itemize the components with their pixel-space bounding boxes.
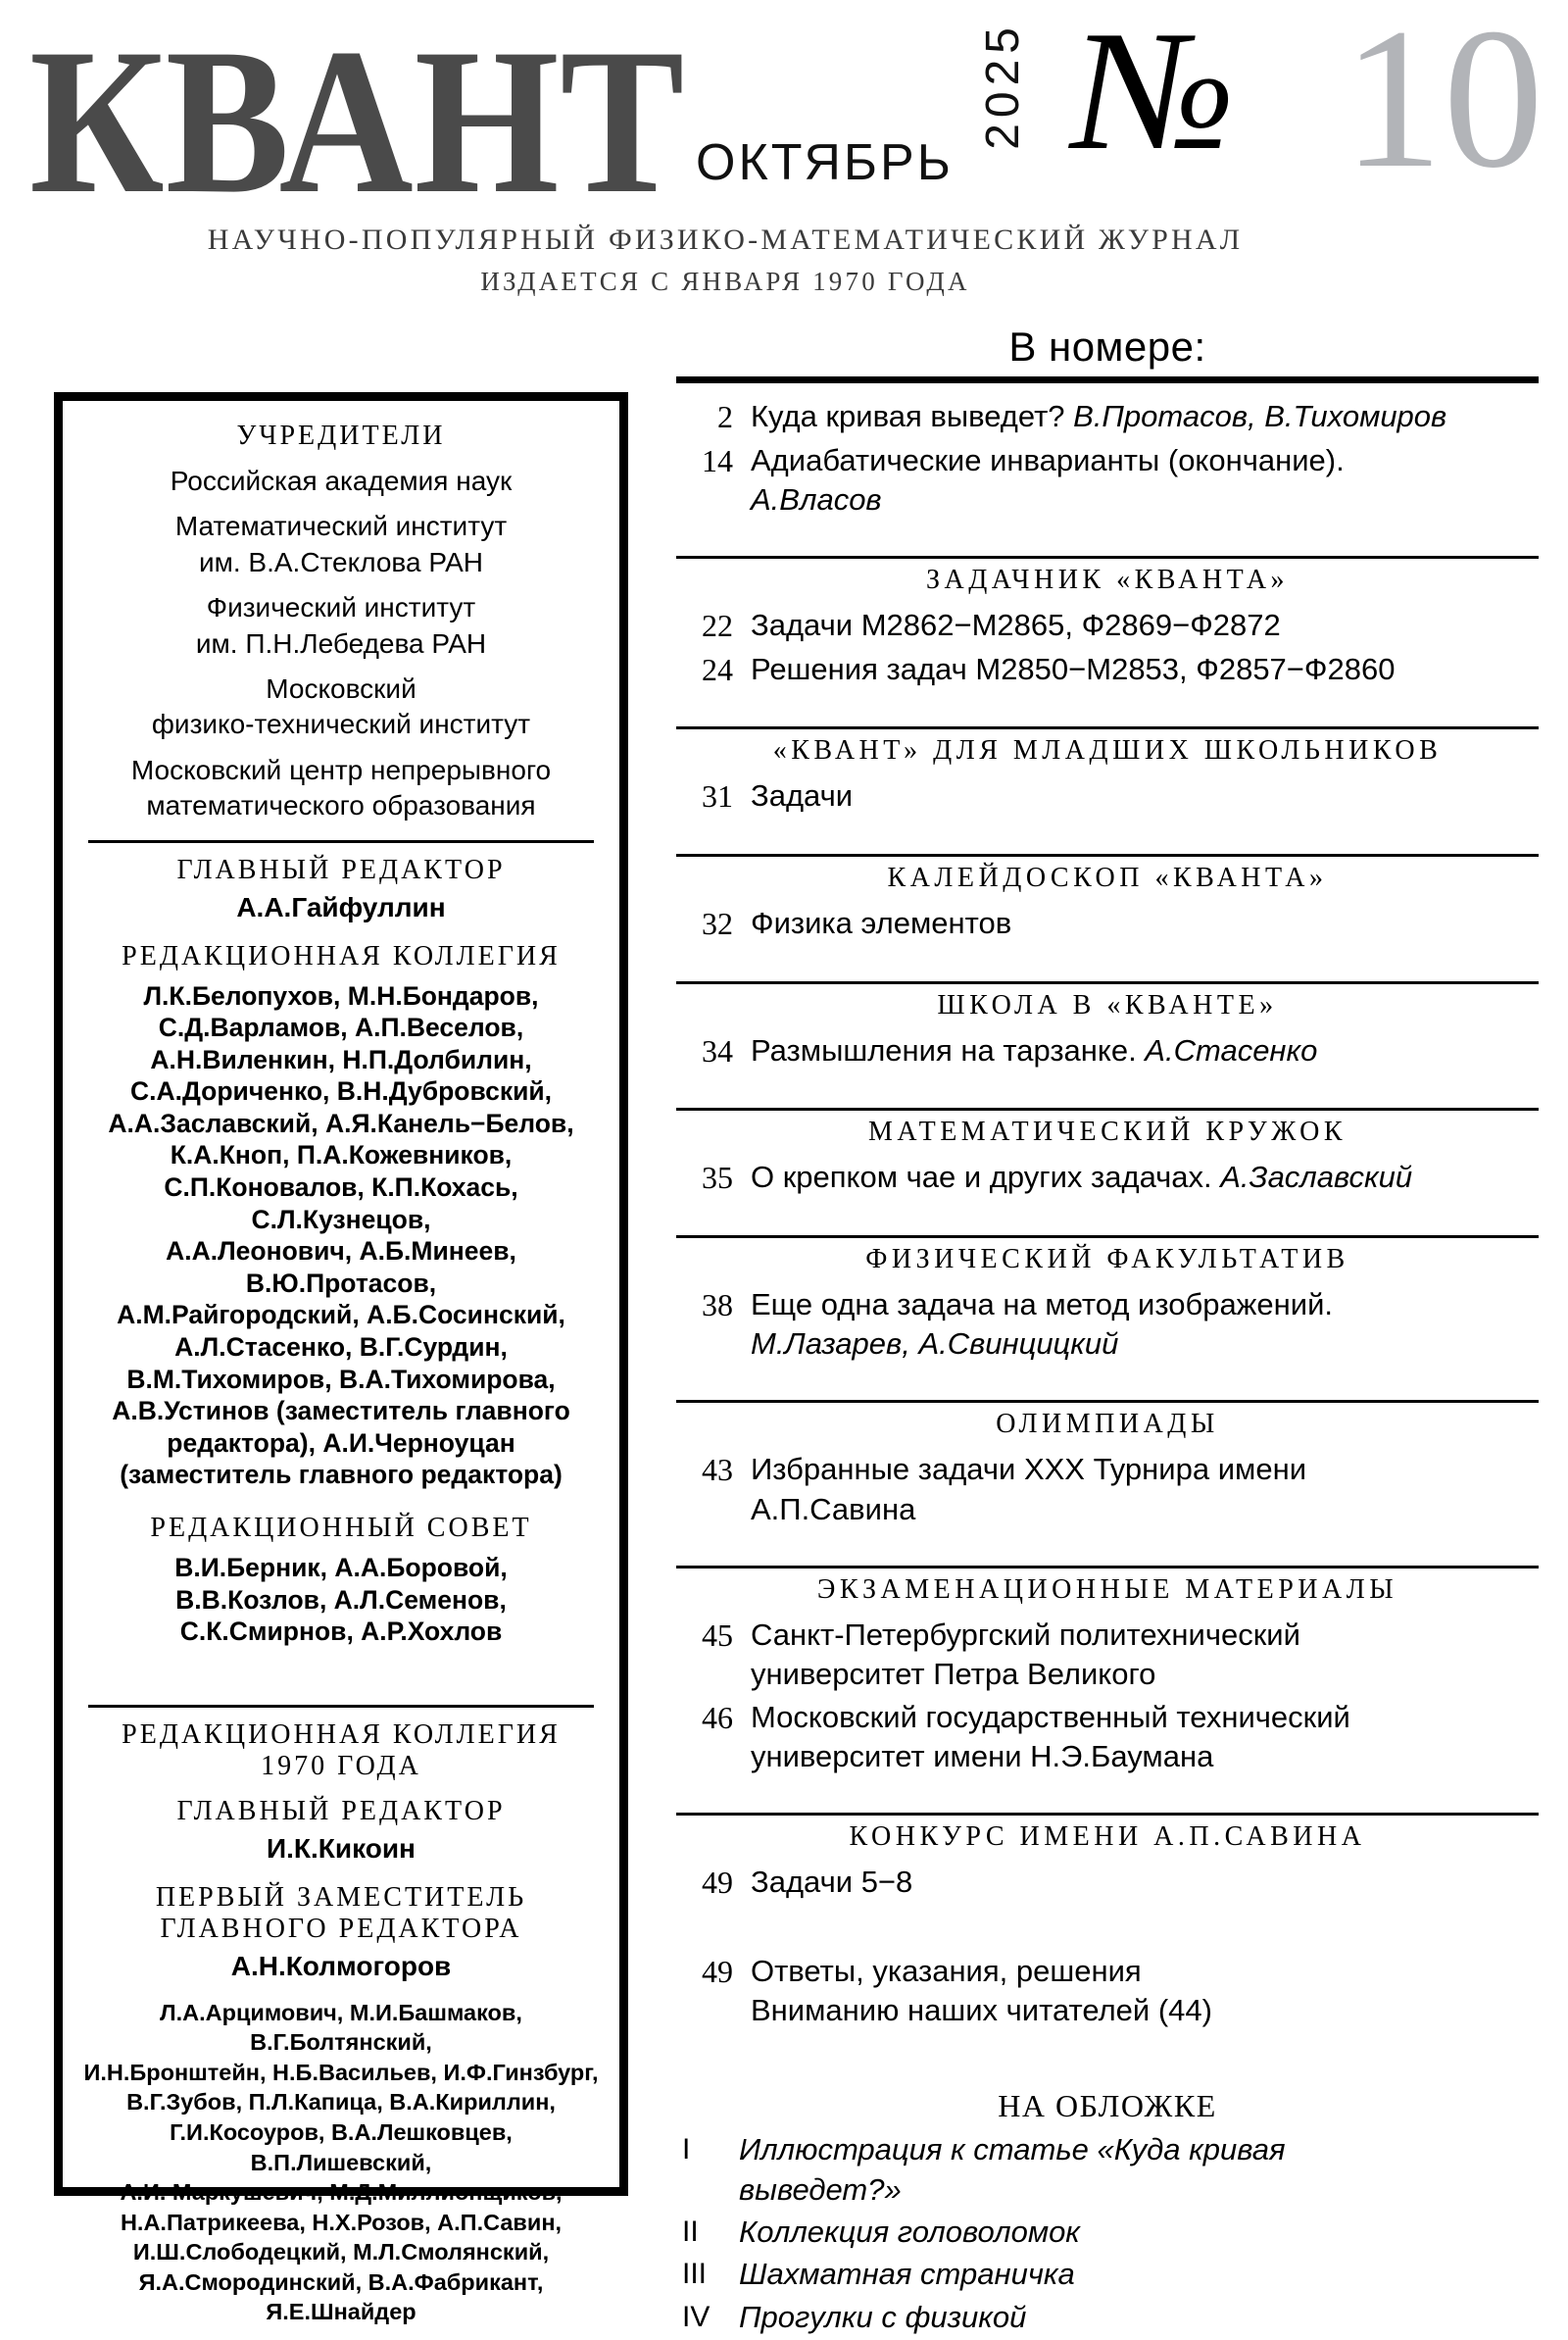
toc-entry-title: Задачи (751, 778, 854, 814)
cover-page-number: IV (682, 2300, 710, 2333)
board-1970-deputy-heading-line2: ГЛАВНОГО РЕДАКТОРА (160, 1913, 522, 1944)
toc-page-number: 2 (717, 399, 733, 434)
toc-entry[interactable] (676, 1698, 1539, 1777)
toc-spacer (676, 948, 1539, 970)
founder-line: Московский (266, 672, 416, 704)
toc-spacer (676, 2033, 1539, 2078)
toc-entry[interactable] (676, 441, 1539, 521)
council-line: В.В.Козлов, А.Л.Семенов, (175, 1584, 507, 1615)
toc-spacer (676, 523, 1539, 544)
founder-item (80, 672, 602, 743)
cover-page-number: I (682, 2133, 691, 2166)
section-rule (676, 1566, 1539, 1568)
section-rule (676, 854, 1539, 857)
toc-title-text: О крепком чае и других задачах. (751, 1160, 1221, 1195)
cover-title-text: Иллюстрация к статье «Куда кривая (739, 2132, 1286, 2167)
board-1970-editor-heading: ГЛАВНЫЙ РЕДАКТОР (176, 1795, 506, 1826)
board-1970-heading-line2: 1970 ГОДА (261, 1750, 421, 1781)
cover-entry[interactable] (676, 2298, 1539, 2337)
board-line: К.А.Кноп, П.А.Кожевников, (170, 1140, 513, 1170)
section-heading: ОЛИМПИАДЫ (996, 1409, 1219, 1440)
toc-spacer (676, 693, 1539, 715)
toc-entry-title (751, 1031, 1539, 1070)
editor-in-chief-name: А.А.Гайфуллин (236, 891, 446, 922)
toc-spacer (676, 821, 1539, 842)
editorial-board-heading: РЕДАКЦИОННАЯ КОЛЛЕГИЯ (122, 940, 561, 971)
board-1970-line: Л.А.Арцимович, М.И.Башмаков, В.Г.Болтянский, (160, 1999, 522, 2056)
section-heading: ШКОЛА В «КВАНТЕ» (937, 989, 1278, 1021)
founder-item (80, 590, 602, 662)
founders-heading: УЧРЕДИТЕЛИ (236, 421, 446, 451)
toc-title-text-2: А.П.Савина (751, 1491, 916, 1526)
board-line: Л.К.Белопухов, М.Н.Бондаров, (143, 980, 539, 1011)
toc-entry-title (751, 1616, 1539, 1695)
toc-entry-title: Физика элементов (751, 905, 1012, 940)
toc-entry[interactable] (676, 1158, 1539, 1199)
cover-entry-title (739, 2130, 1539, 2210)
toc-entry-title (751, 1698, 1539, 1777)
toc-page-number: 46 (702, 1699, 733, 1735)
toc-entry[interactable] (676, 1450, 1539, 1529)
cover-entry-title: Шахматная страничка (739, 2257, 1075, 2292)
board-line: А.Л.Стасенко, В.Г.Сурдин, (174, 1332, 508, 1363)
toc-title-text: Адиабатические инварианты (окончание). (751, 442, 1345, 477)
sidebar-divider-1970 (88, 1705, 594, 1708)
founder-line: Московский центр непрерывного (130, 754, 552, 785)
table-of-contents (676, 376, 1539, 2340)
board-line: А.Н.Виленкин, Н.П.Долбилин, (150, 1044, 532, 1074)
section-rule (676, 726, 1539, 729)
section-rule (676, 1108, 1539, 1111)
editorial-council-heading: РЕДАКЦИОННЫЙ СОВЕТ (150, 1513, 532, 1544)
board-line: А.В.Устинов (заместитель главного (112, 1396, 570, 1426)
board-1970-deputy-heading-line1: ПЕРВЫЙ ЗАМЕСТИТЕЛЬ (155, 1881, 527, 1913)
imprint-sidebar (54, 392, 628, 2325)
section-heading: ЭКЗАМЕНАЦИОННЫЕ МАТЕРИАЛЫ (816, 1573, 1398, 1605)
toc-top-rule (676, 376, 1539, 383)
sidebar-spacer (80, 1648, 602, 1689)
toc-page-number: 49 (702, 1865, 733, 1901)
toc-entry-title: Решения задач М2850−М2853, Ф2857−Ф2860 (751, 651, 1396, 686)
toc-title-text-2: Вниманию наших читателей (44) (751, 1993, 1212, 2028)
toc-entry[interactable] (676, 1616, 1539, 1695)
section-heading: КОНКУРС ИМЕНИ А.П.САВИНА (849, 1821, 1366, 1853)
section-rule (676, 1813, 1539, 1816)
founder-line: физико-технический институт (151, 709, 531, 740)
toc-title-text: Московский государственный технический (751, 1699, 1350, 1734)
toc-title-text: Куда кривая выведет? (751, 399, 1074, 433)
cover-page-number: III (682, 2258, 708, 2291)
toc-title-text: Избранные задачи XXX Турнира имени (751, 1452, 1307, 1487)
toc-title-text: Размышления на тарзанке. (751, 1032, 1146, 1068)
magazine-subtitle-line1: НАУЧНО-ПОПУЛЯРНЫЙ ФИЗИКО-МАТЕМАТИЧЕСКИЙ ЖУРНАЛ (207, 224, 1244, 256)
council-line: С.К.Смирнов, А.Р.Хохлов (179, 1617, 503, 1647)
toc-spacer (676, 1074, 1539, 1096)
toc-authors: А.Заславский (1220, 1160, 1413, 1195)
magazine-title: КВАНТ (29, 6, 686, 237)
founder-line: им. П.Н.Лебедева РАН (195, 627, 487, 659)
toc-entry[interactable] (676, 776, 1539, 818)
section-rule (676, 556, 1539, 559)
toc-entry-title (751, 1158, 1539, 1197)
toc-entry-title: Задачи 5−8 (751, 1865, 913, 1900)
board-line: В.М.Тихомиров, В.А.Тихомирова, (126, 1364, 556, 1394)
toc-entry-title (751, 441, 1539, 521)
board-line: А.А.Леонович, А.Б.Минеев, В.Ю.Протасов, (166, 1236, 516, 1298)
toc-entry-title (751, 397, 1539, 436)
board-line: А.А.Заславский, А.Я.Канель−Белов, (108, 1108, 574, 1138)
board-1970-line: Г.И.Косоуров, В.А.Лешковцев, В.П.Лишевский, (170, 2118, 513, 2175)
section-rule (676, 1235, 1539, 1238)
board-1970-deputy-heading (80, 1882, 602, 1945)
founder-item (80, 509, 602, 580)
cover-heading: НА ОБЛОЖКЕ (998, 2088, 1217, 2124)
toc-page-number: 22 (702, 608, 733, 644)
board-1970-line: Я.А.Смородинский, В.А.Фабрикант, Я.Е.Шнайдер (138, 2268, 544, 2325)
toc-entry-title: Задачи М2862−М2865, Ф2869−Ф2872 (751, 608, 1281, 643)
toc-spacer (676, 1367, 1539, 1388)
board-line: С.П.Коновалов, К.П.Кохась, С.Л.Кузнецов, (164, 1172, 518, 1234)
toc-entry[interactable] (676, 650, 1539, 691)
toc-title-text-2: университет Петра Великого (751, 1657, 1156, 1692)
toc-page-number: 49 (702, 1953, 733, 1989)
section-heading: ЗАДАЧНИК «КВАНТА» (925, 565, 1290, 596)
cover-title-text-2: выведет?» (739, 2171, 902, 2207)
toc-title-text: Еще одна задача на метод изображений. (751, 1286, 1334, 1321)
magazine-subtitle-line2: ИЗДАЕТСЯ С ЯНВАРЯ 1970 ГОДА (480, 267, 970, 296)
toc-entry[interactable] (676, 904, 1539, 945)
toc-spacer (676, 1532, 1539, 1554)
masthead (0, 0, 1568, 324)
founder-line: им. В.А.Стеклова РАН (198, 546, 484, 577)
board-line: (заместитель главного редактора) (120, 1460, 563, 1490)
toc-title-text: Санкт-Петербургский политехнический (751, 1617, 1300, 1652)
toc-entry[interactable] (676, 1285, 1539, 1365)
board-1970-heading (80, 1719, 602, 1782)
toc-entry[interactable] (676, 1952, 1539, 2031)
sidebar-divider (88, 840, 594, 843)
toc-entry[interactable] (676, 1863, 1539, 1904)
board-line: А.М.Райгородский, А.Б.Сосинский, (117, 1300, 565, 1330)
toc-page-number: 38 (702, 1286, 733, 1322)
toc-authors: А.Стасенко (1145, 1032, 1318, 1068)
toc-entry-title (751, 1450, 1539, 1529)
toc-entry[interactable] (676, 397, 1539, 438)
section-rule (676, 1400, 1539, 1403)
board-1970-members (80, 1998, 602, 2327)
board-1970-deputy-name: А.Н.Колмогоров (230, 1950, 452, 1981)
editorial-council-members (80, 1552, 602, 1648)
cover-entry-title: Коллекция головоломок (739, 2214, 1080, 2249)
board-1970-line: В.Г.Зубов, П.Л.Капица, В.А.Кириллин, (126, 2089, 556, 2116)
board-line: С.А.Дориченко, В.Н.Дубровский, (129, 1076, 553, 1107)
toc-spacer (676, 1779, 1539, 1801)
board-1970-line: И.Н.Бронштейн, Н.Б.Васильев, И.Ф.Гинзбург, (83, 2059, 599, 2085)
toc-page-number: 45 (702, 1617, 733, 1653)
editorial-board-members (80, 980, 602, 1492)
toc-page-number: 35 (702, 1160, 733, 1196)
board-1970-line: И.Ш.Слободецкий, М.Л.Смолянский, (132, 2239, 550, 2265)
section-heading: ФИЗИЧЕСКИЙ ФАКУЛЬТАТИВ (865, 1243, 1349, 1274)
toc-entry-title (751, 1285, 1539, 1365)
cover-entry[interactable] (676, 2213, 1539, 2252)
board-line: редактора), А.И.Черноуцан (167, 1427, 515, 1458)
board-1970-heading-line1: РЕДАКЦИОННАЯ КОЛЛЕГИЯ (122, 1718, 561, 1750)
toc-page-number: 34 (702, 1032, 733, 1069)
cover-entry[interactable] (676, 2130, 1539, 2210)
toc-entry-title (751, 1952, 1539, 2031)
toc-spacer (676, 1907, 1539, 1952)
toc-spacer (676, 1202, 1539, 1223)
board-line: С.Д.Варламов, А.П.Веселов, (158, 1013, 524, 1043)
toc-page-number: 31 (702, 778, 733, 815)
section-heading: «КВАНТ» ДЛЯ МЛАДШИХ ШКОЛЬНИКОВ (772, 735, 1443, 767)
issue-number: 10 (1343, 0, 1544, 210)
cover-entry-title: Прогулки с физикой (739, 2299, 1027, 2334)
section-rule (676, 981, 1539, 984)
toc-authors: А.Власов (751, 481, 882, 517)
board-1970-editor-name: И.К.Кикоин (267, 1832, 416, 1864)
founder-line: математического образования (146, 790, 536, 821)
toc-page-number: 32 (702, 905, 733, 941)
editor-in-chief-heading: ГЛАВНЫЙ РЕДАКТОР (176, 854, 506, 885)
issue-month: ОКТЯБРЬ (696, 134, 954, 191)
board-1970-line: Н.А.Патрикеева, Н.Х.Розов, А.П.Савин, (120, 2209, 563, 2235)
toc-page-number: 43 (702, 1452, 733, 1488)
toc-title: В номере: (1008, 324, 1206, 370)
founder-line: Математический институт (174, 511, 508, 542)
council-line: В.И.Берник, А.А.Боровой, (174, 1553, 508, 1583)
founder-line: Физический институт (206, 592, 476, 623)
toc-authors: М.Лазарев, А.Свинцицкий (751, 1326, 1119, 1362)
toc-page-number: 14 (702, 442, 733, 478)
toc-entry[interactable] (676, 606, 1539, 647)
numero-sign-icon: № (1073, 0, 1236, 185)
issue-year: 2025 (977, 22, 1029, 150)
founder-item: Российская академия наук (170, 466, 513, 496)
toc-title-text-2: университет имени Н.Э.Баумана (751, 1738, 1214, 1773)
cover-entry[interactable] (676, 2255, 1539, 2294)
toc-authors: В.Протасов, В.Тихомиров (1073, 399, 1447, 433)
section-heading: МАТЕМАТИЧЕСКИЙ КРУЖОК (867, 1117, 1348, 1148)
founder-item (80, 753, 602, 824)
toc-page-number: 24 (702, 651, 733, 687)
board-1970-line: А.И. Маркушевич, М.Д.Миллионщиков, (120, 2179, 563, 2206)
section-heading: КАЛЕЙДОСКОП «КВАНТА» (887, 862, 1328, 893)
toc-entry[interactable] (676, 1031, 1539, 1072)
cover-page-number: II (682, 2215, 699, 2248)
toc-title-text: Ответы, указания, решения (751, 1953, 1142, 1988)
